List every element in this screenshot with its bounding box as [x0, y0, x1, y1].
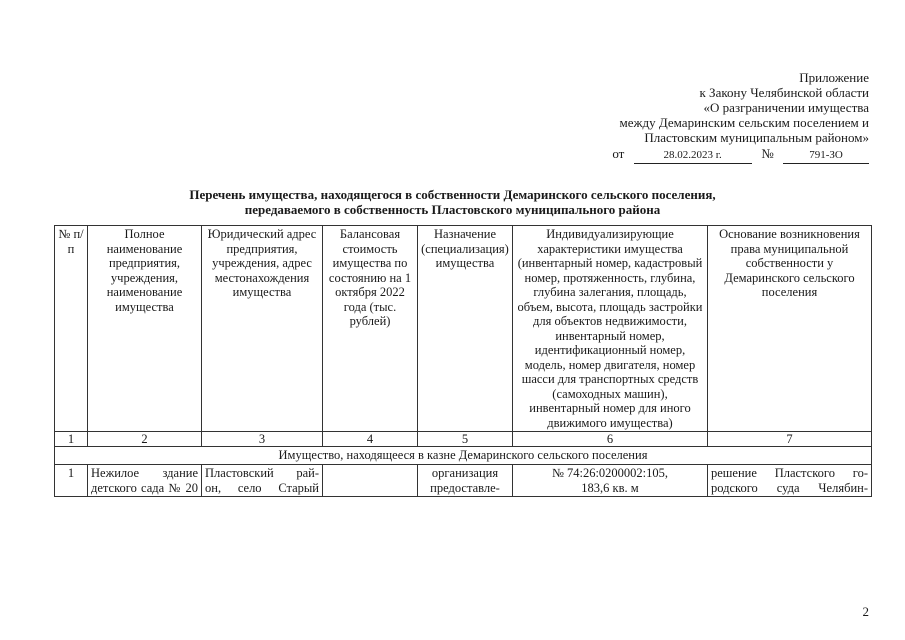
number-label: №: [761, 146, 774, 161]
characteristics-line: № 74:26:0200002:105,: [551, 466, 669, 480]
characteristics-cell: [513, 465, 708, 497]
property-table: [54, 225, 872, 497]
header-address: Юридический адрес предприятия, учреждения, адрес местонахождения имущества: [202, 226, 323, 432]
row-number: 1: [55, 465, 88, 497]
book-value-cell: [323, 465, 418, 497]
column-number: 1: [55, 432, 88, 447]
section-row: [55, 447, 872, 465]
appendix-line: «О разграничении имущества: [703, 100, 869, 115]
from-label: от: [612, 146, 625, 161]
column-number: 5: [418, 432, 513, 447]
header-purpose: Назначение (специализация) имущества: [418, 226, 513, 432]
title-line-1: Перечень имущества, находящегося в собственности Демаринского сельского поселения,: [189, 187, 716, 202]
law-number: 791-ЗО: [783, 148, 869, 164]
property-name-line: детского сада № 20: [91, 480, 198, 495]
table-row: [55, 465, 872, 497]
document-title: [0, 187, 905, 217]
appendix-line: к Закону Челябинской области: [699, 85, 869, 100]
basis-cell: [708, 465, 872, 497]
header-name: Полное наименование предприятия, учреждения, наименование имущества: [88, 226, 202, 432]
column-number: 3: [202, 432, 323, 447]
appendix-line: между Демаринским сельским поселением и: [619, 115, 869, 130]
column-number-row: [55, 432, 872, 447]
basis-line: решение Пластского го-: [711, 466, 868, 480]
header-book-value: Балансовая стоимость имущества по состоянию на 1 октября 2022 года (тыс. рублей): [323, 226, 418, 432]
characteristics-line: 183,6 кв. м: [581, 480, 639, 495]
property-address-line: Пластовский рай-: [205, 466, 319, 480]
appendix-line: Пластовским муниципальным районом»: [644, 130, 869, 145]
title-line-2: передаваемого в собственность Пластовского муниципального района: [244, 202, 661, 217]
property-address-line: он, село Старый: [205, 480, 319, 495]
header-num: № п/п: [55, 226, 88, 432]
header-characteristics: Индивидуализирующие характеристики имущества (инвентарный номер, кадастровый номер, протяженность, глубина, глубина залегания, площадь, объем, высота, площадь застройки для объектов недвижимости, инвентарный номер, идентификационный номер, модель, номер двигателя, номер шасси для транспортных средств (самоходных машин), инвентарный номер для иного движимого имущества): [513, 226, 708, 432]
column-number: 7: [708, 432, 872, 447]
section-heading: Имущество, находящееся в казне Демаринского сельского поселения: [55, 447, 872, 465]
appendix-block: [612, 70, 869, 164]
column-number: 2: [88, 432, 202, 447]
header-basis: Основание возникновения права муниципальной собственности у Демаринского сельского поселения: [708, 226, 872, 432]
property-name-cell: [88, 465, 202, 497]
basis-line: родского суда Челябин-: [711, 480, 868, 495]
law-date: 28.02.2023 г.: [634, 148, 752, 164]
purpose-cell: [418, 465, 513, 497]
header-row: [55, 226, 872, 432]
column-number: 4: [323, 432, 418, 447]
column-number: 6: [513, 432, 708, 447]
property-name-line: Нежилое здание: [91, 466, 198, 480]
appendix-line: Приложение: [799, 70, 869, 85]
purpose-line: предоставле-: [430, 480, 500, 495]
appendix-date-line: [612, 146, 869, 164]
purpose-line: организация: [431, 466, 499, 480]
page-number: 2: [862, 604, 869, 619]
property-address-cell: [202, 465, 323, 497]
